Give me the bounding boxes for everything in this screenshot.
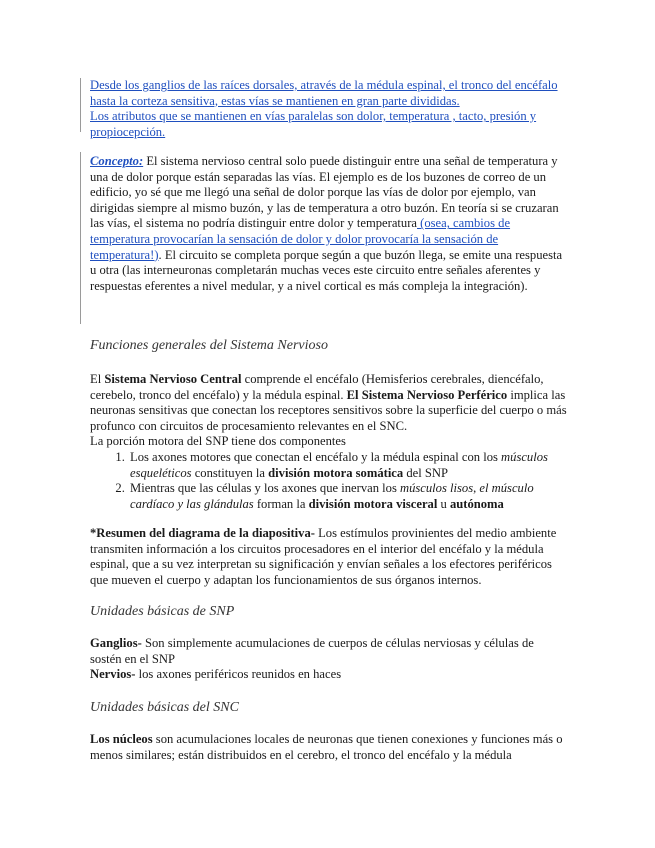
text: división motora visceral: [308, 496, 438, 511]
text: ,: [473, 481, 480, 496]
change-bar: [80, 78, 81, 132]
text: Los axones motores que conectan el encéfalo y la médula espinal con los: [130, 449, 502, 464]
text: El: [90, 372, 105, 386]
concepto-text-b: . El circuito se completa porque según a que buzón llega, se emite una respuesta u otra (las interneuronas completarán muchas veces este circuito entre señales aferentes y respuestas eferentes a nivel medular, y a nivel cortical es más compleja la integración).: [90, 247, 563, 293]
text: división motora somática: [268, 465, 404, 480]
concepto-paragraph: [90, 154, 568, 294]
text: forman la: [253, 496, 309, 511]
concepto-text-a: El sistema nervioso central solo puede distinguir entre una señal de temperatura y una de dolor porque están separadas las vías. El ejemplo es de los buzones de correo de un edificio, yo sé que me llegó una señal de dolor porque las vías de dolor por ejemplo, van dirigidas siempre al mismo buzón, y las de temperatura a otro buzón. En teoría si se cruzaran las vías, el sistema no podría distinguir entre dolor y temperatura: [90, 154, 559, 231]
resumen-text: Los estímulos provinientes del medio ambiente transmiten información a los circuitos procesadores en el interior del encéfalo y la médula espinal, que a su vez interpretan su significación y envían señales a los efectores periféricos que mueven el cuerpo y adaptan los funcionamientos de sus órganos internos.: [90, 526, 557, 587]
heading-snc: Unidades básicas del SNC: [90, 700, 239, 715]
resumen-label: *Resumen del diagrama de la diapositiva-: [90, 526, 315, 540]
snc-units-paragraph: [90, 732, 568, 763]
text: u: [437, 496, 450, 511]
nucleos-label: Los núcleos: [90, 732, 153, 746]
snp-units-paragraph: [90, 636, 568, 683]
list-item: [128, 450, 568, 481]
nucleos-text: son acumulaciones locales de neuronas que tienen conexiones y funciones más o menos similares; están distribuidos en el cerebro, el tronco del encéfalo y la médula: [90, 732, 563, 762]
snc-term: Sistema Nervioso Central: [104, 372, 242, 386]
heading-snp: Unidades básicas de SNP: [90, 604, 235, 619]
nervios-text: los axones periféricos reunidos en haces: [135, 667, 342, 682]
text: autónoma: [449, 496, 504, 511]
concepto-link[interactable]: (osea, cambios de temperatura provocarían la sensación de dolor y dolor provocaría la sensación de temperatura!): [90, 216, 511, 262]
concepto-label[interactable]: Concepto:: [90, 154, 144, 168]
text: Mientras que las células y los axones que inervan los: [130, 481, 400, 496]
list-item: [128, 481, 568, 512]
nervios-label: Nervios-: [90, 667, 136, 682]
resumen-paragraph: [90, 526, 568, 588]
text: constituyen la: [191, 465, 269, 480]
ganglios-label: Ganglios-: [90, 636, 142, 650]
change-bar: [80, 152, 81, 324]
snp-term: El Sistema Nervioso Perférico: [346, 387, 508, 402]
text: comprende el encéfalo (Hemisferios cerebrales, diencéfalo, cerebelo, tronco del encéfalo) y la médula espinal.: [90, 372, 544, 402]
ganglios-text: Son simplemente acumulaciones de cuerpos de células nerviosas y células de sostén en el SNP: [90, 636, 534, 666]
intro-link-2[interactable]: Los atributos que se mantienen en vías paralelas son dolor, temperatura , tacto, presión y propiocepción.: [90, 109, 537, 139]
text: músculos esqueléticos: [130, 449, 548, 480]
snp-intro: La porción motora del SNP tiene dos componentes: [90, 434, 346, 449]
text: músculos lisos: [400, 481, 474, 496]
text: del SNP: [403, 465, 448, 480]
components-list: [90, 450, 568, 512]
text: implica las neuronas sensitivas que conectan los receptores sensitivos sobre la superficie del cuerpo o más profunco con circuitos de procesamiento relevantes en el SNC.: [90, 387, 567, 433]
intro-link-1[interactable]: Desde los ganglios de las raíces dorsales, através de la médula espinal, el tronco del encéfalo hasta la corteza sensitiva, estas vías se mantienen en gran parte divididas.: [90, 78, 558, 108]
text: el músculo cardíaco y las glándulas: [130, 481, 534, 511]
intro-paragraph: [90, 78, 568, 140]
heading-funciones: Funciones generales del Sistema Nervioso: [90, 338, 328, 353]
funciones-paragraph: [90, 372, 568, 512]
